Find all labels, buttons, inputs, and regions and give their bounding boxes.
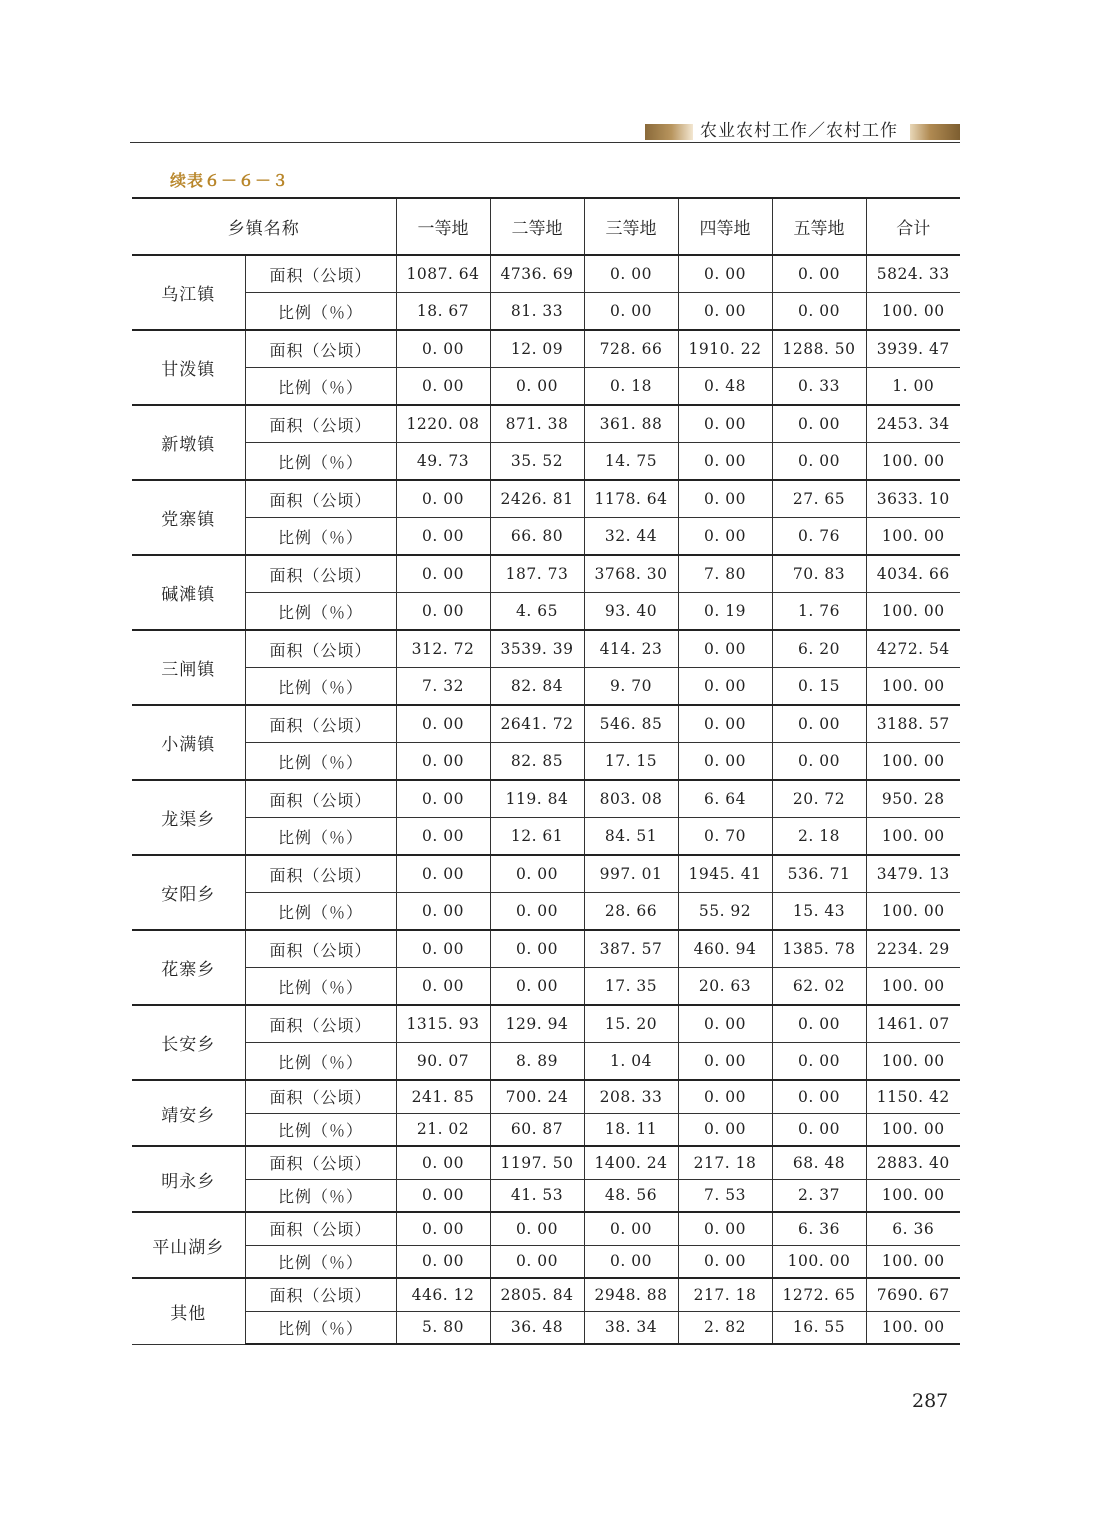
table-cell: 871. 38 (490, 405, 584, 443)
table-cell: 2426. 81 (490, 480, 584, 518)
table-cell: 0. 00 (678, 480, 772, 518)
table-cell: 0. 00 (396, 780, 490, 818)
metric-label-area: 面积（公顷） (245, 930, 396, 968)
table-cell: 2883. 40 (866, 1146, 960, 1179)
table-row (132, 330, 960, 368)
table-cell: 66. 80 (490, 518, 584, 556)
table-cell: 8. 89 (490, 1043, 584, 1081)
table-cell: 0. 00 (772, 705, 866, 743)
table-cell: 6. 36 (772, 1212, 866, 1245)
table-cell: 0. 00 (490, 1245, 584, 1278)
table-row (132, 968, 960, 1006)
table-cell: 0. 48 (678, 368, 772, 406)
table-cell: 0. 00 (396, 893, 490, 931)
table-cell: 0. 00 (678, 518, 772, 556)
table-cell: 0. 00 (678, 255, 772, 293)
table-cell: 241. 85 (396, 1080, 490, 1113)
town-name: 靖安乡 (132, 1080, 245, 1146)
table-cell: 3479. 13 (866, 855, 960, 893)
table-row (132, 1005, 960, 1043)
table-cell: 16. 55 (772, 1311, 866, 1344)
table-cell: 3633. 10 (866, 480, 960, 518)
table-cell: 0. 00 (772, 293, 866, 331)
table-cell: 100. 00 (866, 518, 960, 556)
table-cell: 1. 76 (772, 593, 866, 631)
table-cell: 0. 00 (396, 743, 490, 781)
table-cell: 2. 18 (772, 818, 866, 856)
table-cell: 0. 00 (772, 1043, 866, 1081)
table-cell: 728. 66 (584, 330, 678, 368)
table-cell: 12. 61 (490, 818, 584, 856)
table-cell: 0. 19 (678, 593, 772, 631)
table-row (132, 555, 960, 593)
town-name: 花寨乡 (132, 930, 245, 1005)
table-cell: 0. 00 (678, 405, 772, 443)
table-cell: 18. 11 (584, 1113, 678, 1146)
table-cell: 1087. 64 (396, 255, 490, 293)
metric-label-area: 面积（公顷） (245, 555, 396, 593)
table-cell: 6. 64 (678, 780, 772, 818)
table-cell: 0. 00 (678, 1245, 772, 1278)
table-row (132, 630, 960, 668)
table-cell: 0. 00 (396, 705, 490, 743)
table-cell: 0. 00 (584, 1245, 678, 1278)
table-cell: 7. 53 (678, 1179, 772, 1212)
town-name: 新墩镇 (132, 405, 245, 480)
metric-label-area: 面积（公顷） (245, 780, 396, 818)
metric-label-area: 面积（公顷） (245, 480, 396, 518)
table-cell: 15. 43 (772, 893, 866, 931)
metric-label-ratio: 比例（％） (245, 593, 396, 631)
table-cell: 32. 44 (584, 518, 678, 556)
table-cell: 0. 00 (490, 893, 584, 931)
table-cell: 18. 67 (396, 293, 490, 331)
page-number: 287 (912, 1390, 949, 1412)
table-cell: 3939. 47 (866, 330, 960, 368)
table-cell: 0. 00 (678, 1005, 772, 1043)
column-header-town: 乡镇名称 (132, 198, 396, 255)
table-caption: 续表６－６－３ (170, 171, 290, 190)
table-cell: 90. 07 (396, 1043, 490, 1081)
table-cell: 36. 48 (490, 1311, 584, 1344)
table-cell: 100. 00 (866, 668, 960, 706)
table-cell: 2. 82 (678, 1311, 772, 1344)
table-cell: 1150. 42 (866, 1080, 960, 1113)
table-cell: 3188. 57 (866, 705, 960, 743)
table-row (132, 443, 960, 481)
table-row (132, 705, 960, 743)
metric-label-ratio: 比例（％） (245, 443, 396, 481)
table-cell: 68. 48 (772, 1146, 866, 1179)
table-cell: 0. 00 (396, 593, 490, 631)
metric-label-area: 面积（公顷） (245, 1005, 396, 1043)
table-cell: 208. 33 (584, 1080, 678, 1113)
table-cell: 536. 71 (772, 855, 866, 893)
table-cell: 0. 00 (584, 293, 678, 331)
table-cell: 312. 72 (396, 630, 490, 668)
town-name: 平山湖乡 (132, 1212, 245, 1278)
table-cell: 997. 01 (584, 855, 678, 893)
column-header-grade-4: 四等地 (678, 198, 772, 255)
table-row (132, 1080, 960, 1113)
table-cell: 1910. 22 (678, 330, 772, 368)
table-cell: 0. 00 (490, 855, 584, 893)
table-cell: 0. 00 (396, 1245, 490, 1278)
table-cell: 100. 00 (866, 593, 960, 631)
table-cell: 62. 02 (772, 968, 866, 1006)
town-name: 小满镇 (132, 705, 245, 780)
town-name: 其他 (132, 1278, 245, 1344)
table-cell: 217. 18 (678, 1146, 772, 1179)
table-cell: 1178. 64 (584, 480, 678, 518)
table-row (132, 930, 960, 968)
table-cell: 100. 00 (866, 293, 960, 331)
table-cell: 0. 00 (490, 968, 584, 1006)
table-cell: 1. 00 (866, 368, 960, 406)
metric-label-ratio: 比例（％） (245, 1179, 396, 1212)
table-cell: 1461. 07 (866, 1005, 960, 1043)
table-cell: 6. 20 (772, 630, 866, 668)
table-cell: 100. 00 (866, 1113, 960, 1146)
table-cell: 0. 00 (772, 1080, 866, 1113)
table-cell: 0. 70 (678, 818, 772, 856)
table-cell: 0. 00 (396, 330, 490, 368)
metric-label-ratio: 比例（％） (245, 1113, 396, 1146)
table-cell: 0. 00 (490, 368, 584, 406)
table-cell: 5. 80 (396, 1311, 490, 1344)
table-cell: 100. 00 (866, 818, 960, 856)
table-cell: 100. 00 (866, 1179, 960, 1212)
table-cell: 1272. 65 (772, 1278, 866, 1311)
table-cell: 100. 00 (866, 1245, 960, 1278)
table-cell: 187. 73 (490, 555, 584, 593)
table-cell: 0. 00 (678, 743, 772, 781)
table-row (132, 255, 960, 293)
town-name: 甘泼镇 (132, 330, 245, 405)
table-row (132, 1179, 960, 1212)
table-cell: 0. 00 (678, 293, 772, 331)
table-cell: 0. 00 (678, 1043, 772, 1081)
table-row (132, 743, 960, 781)
table-row (132, 855, 960, 893)
column-header-grade-5: 五等地 (772, 198, 866, 255)
header-decor-right (910, 124, 960, 140)
metric-label-ratio: 比例（％） (245, 368, 396, 406)
table-cell: 0. 00 (772, 1005, 866, 1043)
table-cell: 0. 00 (772, 405, 866, 443)
table-row (132, 593, 960, 631)
table-cell: 1400. 24 (584, 1146, 678, 1179)
metric-label-area: 面积（公顷） (245, 1278, 396, 1311)
table-cell: 14. 75 (584, 443, 678, 481)
town-name: 三闸镇 (132, 630, 245, 705)
table-row (132, 1212, 960, 1245)
table-cell: 35. 52 (490, 443, 584, 481)
metric-label-ratio: 比例（％） (245, 968, 396, 1006)
land-grade-table (132, 197, 960, 1345)
table-row (132, 668, 960, 706)
metric-label-ratio: 比例（％） (245, 1043, 396, 1081)
table-row (132, 1113, 960, 1146)
table-row (132, 480, 960, 518)
table-cell: 20. 63 (678, 968, 772, 1006)
table-cell: 12. 09 (490, 330, 584, 368)
table-cell: 0. 00 (678, 1212, 772, 1245)
town-name: 明永乡 (132, 1146, 245, 1212)
metric-label-area: 面积（公顷） (245, 1080, 396, 1113)
table-cell: 100. 00 (772, 1245, 866, 1278)
table-cell: 1385. 78 (772, 930, 866, 968)
town-name: 碱滩镇 (132, 555, 245, 630)
table-cell: 0. 00 (772, 443, 866, 481)
table-cell: 38. 34 (584, 1311, 678, 1344)
table-cell: 0. 00 (772, 743, 866, 781)
table-cell: 414. 23 (584, 630, 678, 668)
table-header-row (132, 198, 960, 255)
table-cell: 84. 51 (584, 818, 678, 856)
table-cell: 1220. 08 (396, 405, 490, 443)
column-header-grade-1: 一等地 (396, 198, 490, 255)
table-cell: 6. 36 (866, 1212, 960, 1245)
table-cell: 2234. 29 (866, 930, 960, 968)
table-cell: 950. 28 (866, 780, 960, 818)
table-cell: 7. 32 (396, 668, 490, 706)
metric-label-area: 面积（公顷） (245, 255, 396, 293)
table-cell: 27. 65 (772, 480, 866, 518)
table-cell: 49. 73 (396, 443, 490, 481)
metric-label-area: 面积（公顷） (245, 705, 396, 743)
table-cell: 0. 00 (396, 968, 490, 1006)
table-cell: 81. 33 (490, 293, 584, 331)
table-cell: 700. 24 (490, 1080, 584, 1113)
metric-label-area: 面积（公顷） (245, 330, 396, 368)
table-cell: 803. 08 (584, 780, 678, 818)
table-row (132, 1043, 960, 1081)
table-cell: 28. 66 (584, 893, 678, 931)
table-row (132, 818, 960, 856)
column-header-total: 合计 (866, 198, 960, 255)
table-cell: 17. 35 (584, 968, 678, 1006)
table-cell: 48. 56 (584, 1179, 678, 1212)
metric-label-ratio: 比例（％） (245, 518, 396, 556)
table-cell: 2. 37 (772, 1179, 866, 1212)
table-cell: 9. 70 (584, 668, 678, 706)
table-cell: 0. 00 (396, 1146, 490, 1179)
table-cell: 0. 00 (678, 705, 772, 743)
table-cell: 0. 00 (396, 518, 490, 556)
table-cell: 0. 76 (772, 518, 866, 556)
table-cell: 0. 00 (490, 930, 584, 968)
column-header-grade-2: 二等地 (490, 198, 584, 255)
table-cell: 0. 18 (584, 368, 678, 406)
table-cell: 82. 84 (490, 668, 584, 706)
metric-label-ratio: 比例（％） (245, 668, 396, 706)
table-cell: 17. 15 (584, 743, 678, 781)
table-cell: 0. 00 (396, 930, 490, 968)
table-cell: 0. 00 (678, 1080, 772, 1113)
table-cell: 1945. 41 (678, 855, 772, 893)
metric-label-ratio: 比例（％） (245, 1311, 396, 1344)
table-cell: 0. 00 (396, 555, 490, 593)
metric-label-ratio: 比例（％） (245, 743, 396, 781)
header-decor-left (645, 124, 693, 140)
table-cell: 361. 88 (584, 405, 678, 443)
table-cell: 70. 83 (772, 555, 866, 593)
table-cell: 4. 65 (490, 593, 584, 631)
table-cell: 20. 72 (772, 780, 866, 818)
table-cell: 7. 80 (678, 555, 772, 593)
table-cell: 0. 00 (584, 255, 678, 293)
table-cell: 100. 00 (866, 743, 960, 781)
table-cell: 446. 12 (396, 1278, 490, 1311)
town-name: 党寨镇 (132, 480, 245, 555)
table-cell: 100. 00 (866, 968, 960, 1006)
table-cell: 119. 84 (490, 780, 584, 818)
metric-label-area: 面积（公顷） (245, 855, 396, 893)
table-cell: 2948. 88 (584, 1278, 678, 1311)
table-row (132, 1245, 960, 1278)
table-cell: 100. 00 (866, 1043, 960, 1081)
table-cell: 100. 00 (866, 443, 960, 481)
metric-label-area: 面积（公顷） (245, 405, 396, 443)
table-cell: 100. 00 (866, 893, 960, 931)
table-cell: 2805. 84 (490, 1278, 584, 1311)
table-cell: 0. 00 (396, 480, 490, 518)
table-cell: 4736. 69 (490, 255, 584, 293)
table-cell: 82. 85 (490, 743, 584, 781)
table-cell: 60. 87 (490, 1113, 584, 1146)
metric-label-area: 面积（公顷） (245, 1212, 396, 1245)
table-row (132, 1146, 960, 1179)
table-row (132, 1311, 960, 1344)
table-row (132, 293, 960, 331)
table-cell: 4034. 66 (866, 555, 960, 593)
table-cell: 2641. 72 (490, 705, 584, 743)
table-cell: 41. 53 (490, 1179, 584, 1212)
table-cell: 0. 00 (490, 1212, 584, 1245)
table-cell: 93. 40 (584, 593, 678, 631)
town-name: 乌江镇 (132, 255, 245, 330)
table-cell: 3768. 30 (584, 555, 678, 593)
table-cell: 0. 00 (396, 1212, 490, 1245)
table-cell: 387. 57 (584, 930, 678, 968)
table-cell: 3539. 39 (490, 630, 584, 668)
table-row (132, 1278, 960, 1311)
table-cell: 21. 02 (396, 1113, 490, 1146)
table-cell: 7690. 67 (866, 1278, 960, 1311)
town-name: 龙渠乡 (132, 780, 245, 855)
table-row (132, 405, 960, 443)
table-cell: 0. 00 (678, 668, 772, 706)
column-header-grade-3: 三等地 (584, 198, 678, 255)
table-cell: 0. 15 (772, 668, 866, 706)
town-name: 长安乡 (132, 1005, 245, 1080)
metric-label-area: 面积（公顷） (245, 1146, 396, 1179)
metric-label-ratio: 比例（％） (245, 893, 396, 931)
table-cell: 15. 20 (584, 1005, 678, 1043)
table-body (132, 255, 960, 1344)
table-cell: 5824. 33 (866, 255, 960, 293)
table-cell: 100. 00 (866, 1311, 960, 1344)
metric-label-area: 面积（公顷） (245, 630, 396, 668)
table-cell: 460. 94 (678, 930, 772, 968)
table-row (132, 893, 960, 931)
table-cell: 0. 00 (678, 443, 772, 481)
table-cell: 2453. 34 (866, 405, 960, 443)
table-cell: 0. 00 (584, 1212, 678, 1245)
table-cell: 0. 00 (772, 1113, 866, 1146)
table-row (132, 780, 960, 818)
table-cell: 1197. 50 (490, 1146, 584, 1179)
table-cell: 4272. 54 (866, 630, 960, 668)
table-cell: 0. 00 (396, 368, 490, 406)
table-cell: 0. 00 (396, 855, 490, 893)
metric-label-ratio: 比例（％） (245, 293, 396, 331)
table-cell: 0. 00 (772, 255, 866, 293)
table-row (132, 518, 960, 556)
table-cell: 1288. 50 (772, 330, 866, 368)
table-cell: 1. 04 (584, 1043, 678, 1081)
table-cell: 217. 18 (678, 1278, 772, 1311)
table-cell: 0. 00 (396, 1179, 490, 1212)
table-cell: 0. 33 (772, 368, 866, 406)
metric-label-ratio: 比例（％） (245, 818, 396, 856)
table-cell: 546. 85 (584, 705, 678, 743)
running-header: 农业农村工作／农村工作 (700, 121, 898, 141)
metric-label-ratio: 比例（％） (245, 1245, 396, 1278)
table-cell: 0. 00 (678, 1113, 772, 1146)
table-cell: 0. 00 (678, 630, 772, 668)
header-rule (130, 142, 960, 143)
table-cell: 1315. 93 (396, 1005, 490, 1043)
town-name: 安阳乡 (132, 855, 245, 930)
table-row (132, 368, 960, 406)
table-cell: 129. 94 (490, 1005, 584, 1043)
table-cell: 55. 92 (678, 893, 772, 931)
table-cell: 0. 00 (396, 818, 490, 856)
